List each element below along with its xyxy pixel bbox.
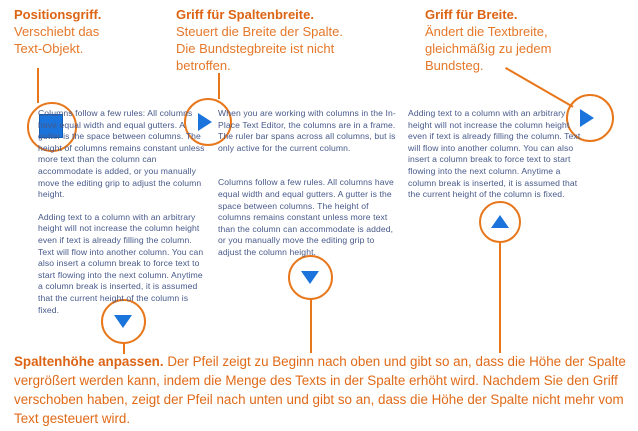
figure-caption xyxy=(14,352,630,428)
callout-position-grip xyxy=(14,6,126,57)
text-column-2 xyxy=(218,108,396,270)
callout-width-grip xyxy=(425,6,597,74)
callout-title: Griff für Spaltenbreite. xyxy=(176,7,314,22)
callout-body: Steuert die Breite der Spalte. Die Bundstegbreite ist nicht betroffen. xyxy=(176,24,343,73)
callout-title: Griff für Breite. xyxy=(425,7,518,22)
column-paragraph: When you are working with columns in the In-Place Text Editor, the columns are in a frame. The ruler bar spans across all columns, but is only active for the current column. xyxy=(218,108,396,153)
callout-body: Verschiebt das Text-Objekt. xyxy=(14,24,100,56)
column-paragraph: Adding text to a column with an arbitrary height will not increase the column height even if text is already filling the column. Text will flow into another column. You can also insert a column break to force text to start flowing into the next column. Anytime a column break is inserted, it is assumed that the current height of the column is fixed. xyxy=(408,108,581,200)
text-column-3 xyxy=(408,108,584,212)
text-column-1 xyxy=(38,108,208,327)
leader-line-column-width-grip xyxy=(218,73,220,99)
arrow-down-icon xyxy=(301,271,319,284)
callout-title: Positionsgriff. xyxy=(14,7,102,22)
column-paragraph: Columns follow a few rules. All columns have equal width and equal gutters. A gutter is the space between columns. The height of columns remains constant unless more text than the column can accommodate is added, or you manually move the editing grip to adjust the column height. xyxy=(218,177,394,257)
callout-body: Ändert die Textbreite, gleichmäßig zu jedem Bundsteg. xyxy=(425,24,552,73)
caption-body: Der Pfeil zeigt zu Beginn nach oben und gibt so an, dass die Höhe der Spalte vergrößert werden kann, indem die Menge des Texts in der Spalte erhöht wird. Nachdem Sie den Griff verschoben haben, zeigt der Pfeil nach unten und gibt so an, dass die Höhe der Spalte nicht mehr vom Text gesteuert wird. xyxy=(14,354,626,426)
leader-line-height-grip-3 xyxy=(499,241,501,353)
leader-line-height-grip-2 xyxy=(310,299,312,353)
callout-column-width-grip xyxy=(176,6,358,74)
column-paragraph: Adding text to a column with an arbitrary height will not increase the column height even if text is already filling the column. Text will flow into another column. You can also insert a column break to force text to start flowing into the next column. Anytime a column break is inserted, it is assumed that the current height of the column is fixed. xyxy=(38,211,204,315)
caption-title: Spaltenhöhe anpassen. xyxy=(14,354,164,369)
column-paragraph: Columns follow a few rules: All columns have equal width and equal gutters. A gutter is the space between columns. The height of columns remains constant unless more text than the column can accommodate is added, or you manually move the editing grip to adjust the column height. xyxy=(38,108,205,200)
arrow-up-icon xyxy=(491,215,509,228)
leader-line-position-grip xyxy=(37,68,39,103)
